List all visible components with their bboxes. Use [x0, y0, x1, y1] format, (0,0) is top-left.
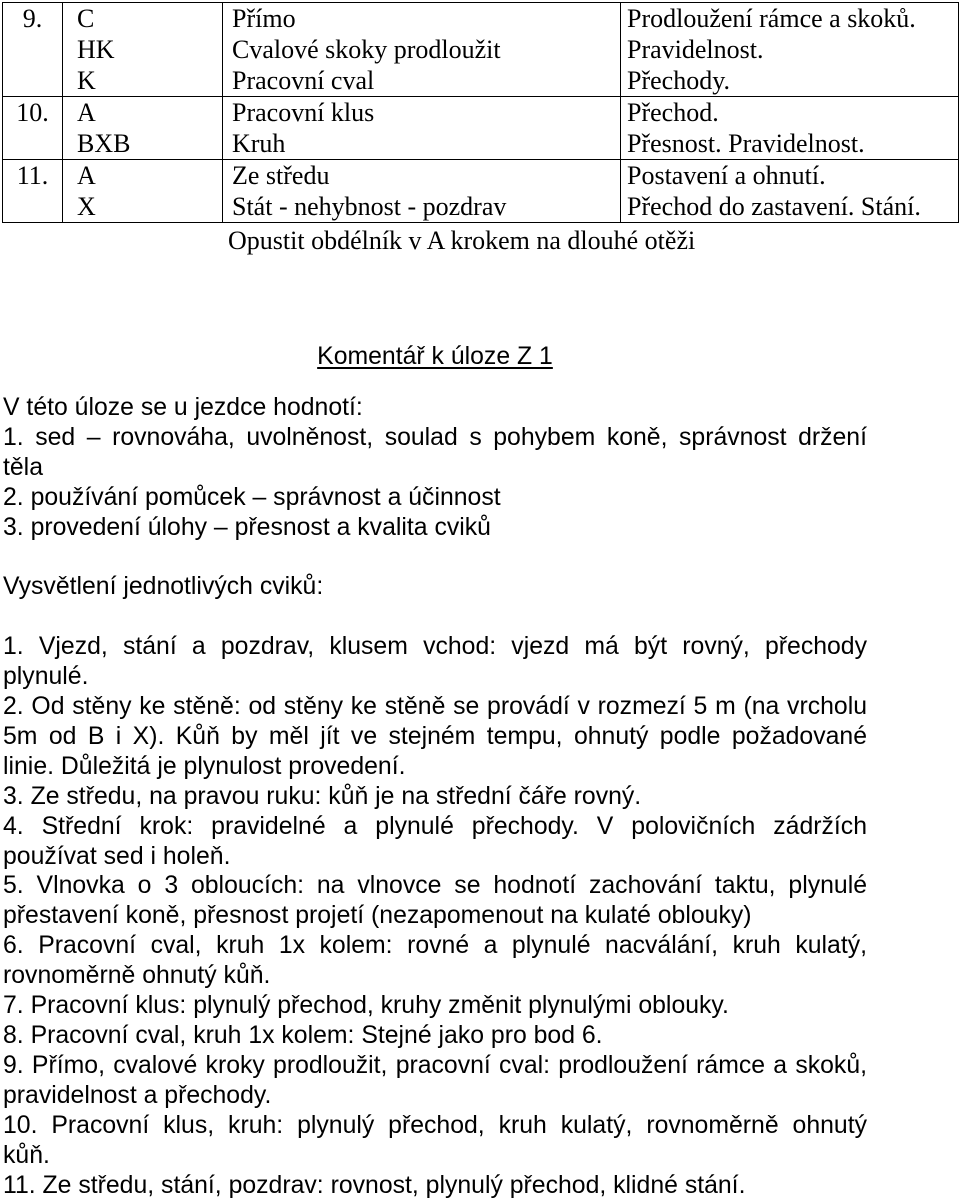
- criteria-line: Přechody.: [627, 66, 731, 95]
- exercise-line: Pracovní klus: [232, 98, 375, 127]
- assessment-intro: [3, 393, 867, 423]
- criteria-line: Přechod.: [627, 98, 719, 127]
- table-row-10: [3, 97, 959, 160]
- text-line: 10. Pracovní klus, kruh: plynulý přechod, kruh kulatý, rovnoměrně ohnutý: [3, 1111, 867, 1139]
- table-row-9: [3, 3, 959, 97]
- criteria-cell: [621, 97, 959, 160]
- exercise-cell: [223, 160, 621, 223]
- criteria-line: Prodloužení rámce a skoků.: [627, 4, 916, 33]
- arena-letter: X: [77, 192, 96, 221]
- text-line: kůň.: [3, 1141, 50, 1169]
- movement-number-cell: [3, 3, 63, 97]
- exercise-line: Přímo: [232, 4, 296, 33]
- criteria-line: Pravidelnost.: [627, 35, 764, 64]
- explanations-title: [3, 572, 867, 602]
- text-line: 5m od B i X). Kůň by měl jít ve stejném tempu, ohnutý podle požadované: [3, 722, 867, 750]
- explanation-item: [3, 632, 867, 692]
- arena-letter: HK: [77, 35, 115, 64]
- arena-letter: A: [77, 161, 96, 190]
- explanation-item: [3, 782, 867, 812]
- text-line: těla: [3, 453, 43, 481]
- assessment-item: [3, 423, 867, 483]
- assessment-item: [3, 513, 867, 543]
- text-line: používat sed i holeň.: [3, 842, 231, 870]
- movement-number-cell: [3, 160, 63, 223]
- explanation-item: [3, 991, 867, 1021]
- exercise-line: Kruh: [232, 129, 286, 158]
- text-line: 1. Vjezd, stání a pozdrav, klusem vchod: vjezd má být rovný, přechody: [3, 633, 867, 661]
- final-instruction: Opustit obdélník v A krokem na dlouhé otěži: [228, 226, 696, 255]
- explanation-item: [3, 931, 867, 991]
- movement-number: 10.: [16, 98, 49, 127]
- exercise-cell: [223, 3, 621, 97]
- text-line: 6. Pracovní cval, kruh 1x kolem: rovné a plynulé nacválání, kruh kulatý,: [3, 932, 867, 960]
- arena-letter: K: [77, 66, 96, 95]
- text-line: 4. Střední krok: pravidelné a plynulé přechody. V polovičních zádržích: [3, 812, 867, 840]
- text-line: 5. Vlnovka o 3 obloucích: na vlnovce se hodnotí zachování taktu, plynulé: [3, 872, 867, 900]
- arena-letters-cell: [63, 97, 223, 160]
- explanation-item: [3, 871, 867, 931]
- exercise-table: [2, 2, 959, 223]
- exercise-line: Ze středu: [232, 161, 330, 190]
- explanation-item: [3, 1171, 867, 1201]
- exercise-line: Pracovní cval: [232, 66, 375, 95]
- arena-letter: BXB: [77, 129, 131, 158]
- text-line: V této úloze se u jezdce hodnotí:: [3, 394, 363, 421]
- text-line: 3. Ze středu, na pravou ruku: kůň je na střední čáře rovný.: [3, 782, 642, 810]
- text-line: 2. používání pomůcek – správnost a účinnost: [3, 483, 501, 511]
- text-line: Vysvětlení jednotlivých cviků:: [3, 573, 324, 601]
- text-line: pravidelnost a přechody.: [3, 1081, 272, 1109]
- arena-letter: A: [77, 98, 96, 127]
- exercise-line: Stát - nehybnost - pozdrav: [232, 192, 507, 221]
- text-line: 9. Přímo, cvalové kroky prodloužit, pracovní cval: prodloužení rámce a skoků,: [3, 1051, 867, 1079]
- text-line: 3. provedení úlohy – přesnost a kvalita cviků: [3, 513, 491, 541]
- criteria-line: Přechod do zastavení. Stání.: [627, 192, 921, 221]
- criteria-cell: [621, 3, 959, 97]
- explanation-item: [3, 692, 867, 782]
- movement-number: 11.: [16, 161, 49, 190]
- comment-title-text: Komentář k úloze Z 1: [317, 343, 553, 370]
- table-row-11: [3, 160, 959, 223]
- text-line: 2. Od stěny ke stěně: od stěny ke stěně se provádí v rozmezí 5 m (na vrcholu: [3, 693, 867, 721]
- assessment-item: [3, 483, 867, 513]
- text-line: 8. Pracovní cval, kruh 1x kolem: Stejné jako pro bod 6.: [3, 1022, 603, 1049]
- text-line: přestavení koně, přesnost projetí (nezapomenout na kulaté oblouky): [3, 902, 752, 930]
- text-line: plynulé.: [3, 663, 89, 691]
- text-line: linie. Důležitá je plynulost provedení.: [3, 752, 406, 780]
- arena-letter: C: [77, 4, 95, 33]
- movement-number-cell: [3, 97, 63, 160]
- text-line: 1. sed – rovnováha, uvolněnost, soulad s pohybem koně, správnost držení: [3, 423, 867, 451]
- arena-letters-cell: [63, 3, 223, 97]
- arena-letters-cell: [63, 160, 223, 223]
- explanation-item: [3, 1111, 867, 1171]
- explanation-item: [3, 1051, 867, 1111]
- criteria-line: Postavení a ohnutí.: [627, 161, 826, 190]
- text-line: 11. Ze středu, stání, pozdrav: rovnost, plynulý přechod, klidné stání.: [3, 1171, 746, 1199]
- text-line: rovnoměrně ohnutý kůň.: [3, 962, 271, 990]
- movement-number: 9.: [22, 4, 43, 33]
- exercise-line: Cvalové skoky prodloužit: [232, 35, 501, 64]
- comment-title: [3, 342, 867, 372]
- text-line: 7. Pracovní klus: plynulý přechod, kruhy změnit plynulými oblouky.: [3, 992, 729, 1020]
- explanation-item: [3, 1021, 867, 1051]
- criteria-line: Přesnost. Pravidelnost.: [627, 129, 865, 158]
- comment-body: [3, 393, 867, 1200]
- explanation-item: [3, 812, 867, 872]
- criteria-cell: [621, 160, 959, 223]
- exercise-cell: [223, 97, 621, 160]
